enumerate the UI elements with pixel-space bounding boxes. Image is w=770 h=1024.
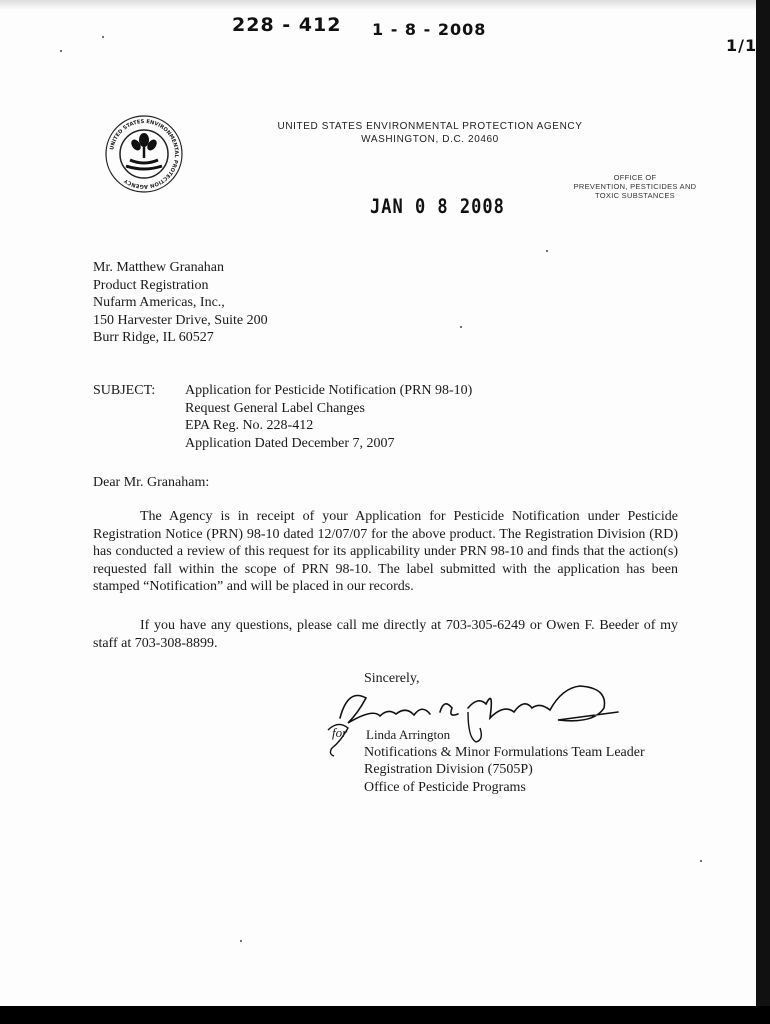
signer-office: Office of Pesticide Programs (364, 779, 526, 795)
recipient-line: Product Registration (93, 277, 209, 293)
body-paragraph-2: If you have any questions, please call me directly at 703-305-6249 or Owen F. Beeder of my staff at 703-308-8899. (93, 618, 678, 651)
subject-lines (185, 382, 472, 452)
handwritten-page-marker: 1/13 (726, 36, 770, 55)
scan-speck (546, 250, 548, 252)
scan-edge-bottom (0, 1006, 770, 1024)
subject-line: EPA Reg. No. 228-412 (185, 418, 314, 433)
handwritten-reg-number: 228 - 412 (232, 14, 342, 36)
office-line-1: OFFICE OF (613, 173, 657, 182)
scan-speck (700, 860, 702, 862)
signer-block (364, 726, 645, 796)
signer-division: Registration Division (7505P) (364, 762, 533, 777)
subject-label: SUBJECT: (93, 383, 156, 398)
office-line-3: TOXIC SUBSTANCES (595, 191, 675, 200)
epa-seal-logo (104, 114, 184, 194)
subject-line: Application Dated December 7, 2007 (185, 435, 395, 451)
scan-edge-top (0, 0, 770, 10)
agency-name: UNITED STATES ENVIRONMENTAL PROTECTION AGENCY (277, 121, 583, 132)
signer-title: Notifications & Minor Formulations Team Leader (364, 744, 645, 760)
agency-address: WASHINGTON, D.C. 20460 (361, 134, 499, 145)
seal-text: UNITED STATES ENVIRONMENTAL PROTECTION AGENCY (109, 118, 180, 190)
scan-speck (102, 36, 104, 38)
office-line-2: PREVENTION, PESTICIDES AND (573, 182, 697, 191)
salutation: Dear Mr. Granaham: (93, 475, 210, 490)
signer-name: Linda Arrington (366, 727, 451, 742)
date-stamp: JAN 0 8 2008 (370, 195, 505, 219)
agency-letterhead (200, 120, 660, 146)
scan-speck (60, 50, 62, 52)
recipient-line: Nufarm Americas, Inc., (93, 295, 225, 310)
subject-line: Application for Pesticide Notification (PRN 98-10) (185, 383, 473, 398)
recipient-address (93, 259, 268, 347)
scan-speck (240, 940, 242, 942)
body-paragraph-1: The Agency is in receipt of your Application for Pesticide Notification under Pesticide Registration Notice (PRN) 98-10 dated 12/07/07 for the above product. The Registration Division (RD) has conducted a review of this request for its applicability under PRN 98-10 and finds that the action(s) requested fall within the scope of PRN 98-10. The label submitted with the application has been stamped “Notification” and will be placed in our records. (93, 509, 678, 594)
scan-speck (460, 326, 462, 328)
subject-line: Request General Label Changes (185, 400, 365, 416)
recipient-line: Burr Ridge, IL 60527 (93, 330, 214, 345)
handwritten-date: 1 - 8 - 2008 (372, 20, 487, 39)
closing: Sincerely, (364, 671, 420, 686)
scan-edge-right (756, 0, 770, 1024)
office-heading (560, 173, 710, 200)
recipient-line: Mr. Matthew Granahan (93, 260, 225, 275)
recipient-line: 150 Harvester Drive, Suite 200 (93, 312, 268, 328)
signer-prefix: for (332, 725, 348, 740)
